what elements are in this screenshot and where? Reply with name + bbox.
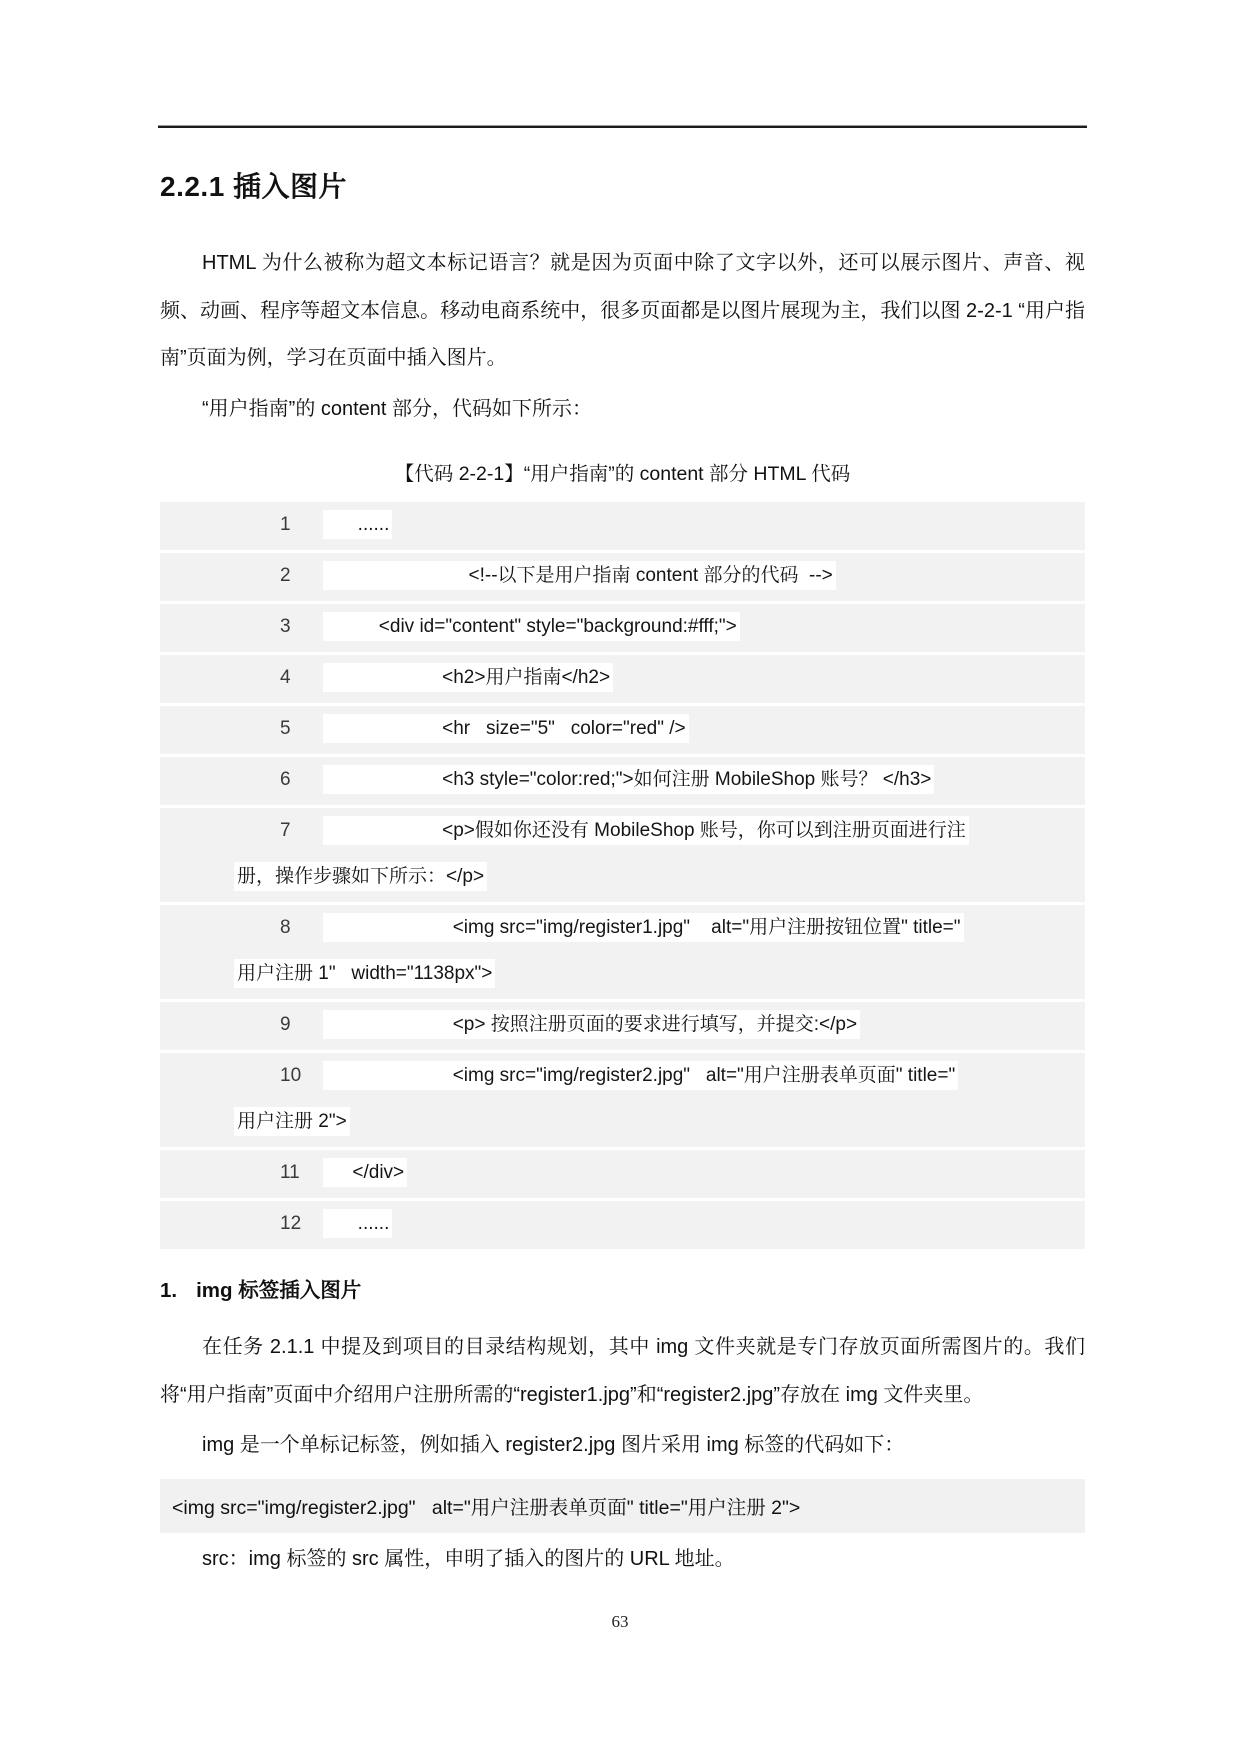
intro-paragraph-1: HTML 为什么被称为超文本标记语言？就是因为页面中除了文字以外，还可以展示图片、声音、视频、动画、程序等超文本信息。移动电商系统中，很多页面都是以图片展现为主，我们以图 2-2-1 “用户指南”页面为例，学习在页面中插入图片。 — [160, 252, 1085, 369]
code-line-row — [160, 1201, 1085, 1249]
code-text: <!--以下是用户指南 content 部分的代码 --> — [323, 561, 836, 590]
code-listing-caption: 【代码 2-2-1】“用户指南”的 content 部分 HTML 代码 — [394, 463, 851, 485]
code-line-row — [160, 706, 1085, 754]
code-text: <div id="content" style="background:#fff;"> — [323, 612, 740, 641]
code-line-number: 10 — [280, 1065, 302, 1086]
page-content — [160, 0, 1085, 1583]
subsection-number: 1. — [160, 1279, 178, 1302]
section-paragraph-3: src：img 标签的 src 属性，申明了插入的图片的 URL 地址。 — [202, 1547, 735, 1570]
page-number: 63 — [611, 1612, 629, 1631]
code-line-number: 9 — [280, 1014, 291, 1035]
code-text: <h3 style="color:red;">如何注册 MobileShop 账号？ </h3> — [323, 765, 934, 794]
section-paragraph-2: img 是一个单标记标签，例如插入 register2.jpg 图片采用 img 标签的代码如下： — [202, 1434, 905, 1456]
code-line-row — [160, 502, 1085, 550]
code-line-number: 11 — [280, 1162, 300, 1183]
code-text: <p>假如你还没有 MobileShop 账号，你可以到注册页面进行注 — [323, 816, 969, 845]
code-line-row — [160, 808, 1085, 902]
intro-paragraph-2: “用户指南”的 content 部分，代码如下所示： — [202, 397, 593, 420]
code-line-number: 6 — [280, 769, 291, 790]
code-line-number: 5 — [280, 718, 291, 739]
code-text: ...... — [323, 1209, 392, 1238]
code-line-row — [160, 604, 1085, 652]
code-text: <img src="img/register2.jpg" alt="用户注册表单页面" title=" — [323, 1061, 958, 1090]
code-line-row — [160, 1150, 1085, 1198]
code-text-wrap: 用户注册 2"> — [234, 1107, 350, 1136]
code-text-wrap: 册，操作步骤如下所示：</p> — [234, 862, 487, 891]
section-heading: 2.2.1 插入图片 — [160, 171, 348, 202]
code-text: </div> — [323, 1158, 407, 1187]
code-line-number: 7 — [280, 820, 291, 841]
code-line-number: 12 — [280, 1213, 302, 1234]
code-text: <img src="img/register1.jpg" alt="用户注册按钮位置" title=" — [323, 913, 964, 942]
code-line-row — [160, 655, 1085, 703]
code-line-row — [160, 757, 1085, 805]
inline-code-box: <img src="img/register2.jpg" alt="用户注册表单页面" title="用户注册 2"> — [160, 1479, 1085, 1533]
code-line-number: 8 — [280, 917, 291, 938]
code-line-number: 4 — [280, 667, 291, 688]
section-paragraph-1: 在任务 2.1.1 中提及到项目的目录结构规划，其中 img 文件夹就是专门存放页面所需图片的。我们将“用户指南”页面中介绍用户注册所需的“register1.jpg”和“register2.jpg”存放在 img 文件夹里。 — [160, 1336, 1085, 1406]
code-line-row — [160, 553, 1085, 601]
code-text: ...... — [323, 510, 392, 539]
code-text: <hr size="5" color="red" /> — [323, 714, 689, 743]
code-line-row — [160, 1053, 1085, 1147]
code-line-row — [160, 905, 1085, 999]
code-text-wrap: 用户注册 1" width="1138px"> — [234, 959, 495, 988]
code-line-row — [160, 1002, 1085, 1050]
code-text: <h2>用户指南</h2> — [323, 663, 613, 692]
code-listing — [160, 502, 1085, 1249]
code-line-number: 1 — [280, 514, 291, 535]
code-line-number: 3 — [280, 616, 291, 637]
subsection-title: img 标签插入图片 — [196, 1279, 362, 1302]
code-text: <p> 按照注册页面的要求进行填写，并提交:</p> — [323, 1010, 860, 1039]
code-line-number: 2 — [280, 565, 291, 586]
subsection-heading — [160, 1276, 1085, 1306]
